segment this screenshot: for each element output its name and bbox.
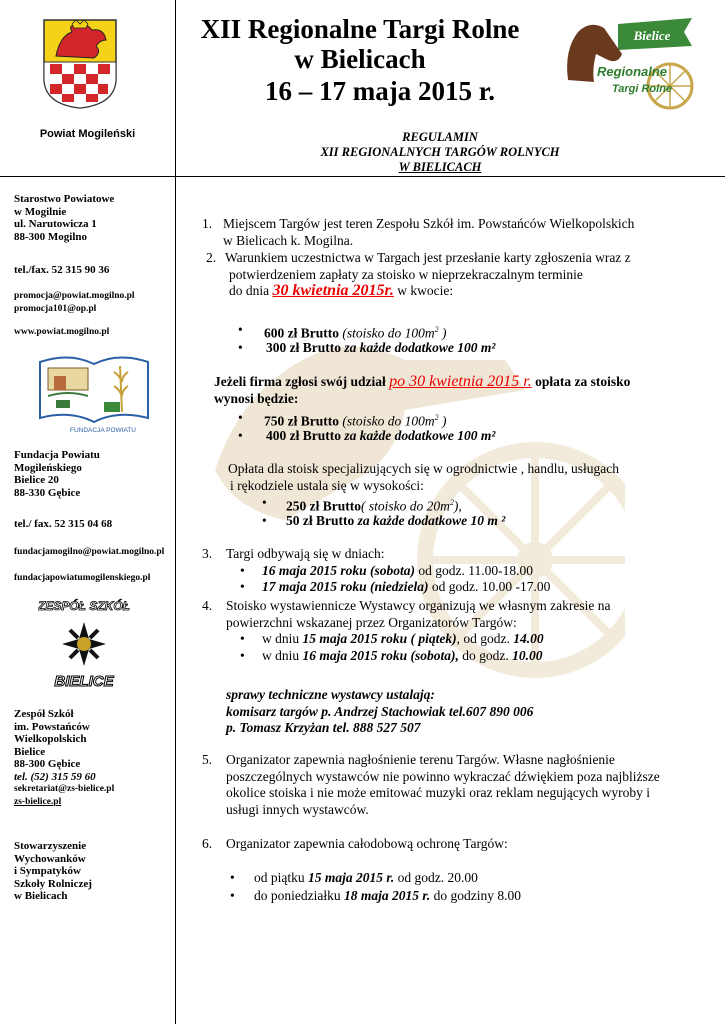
- fundacja-website-link[interactable]: fundacjapowiatumogilenskiego.pl: [14, 573, 151, 583]
- item-number: 5.: [202, 752, 213, 767]
- contacts-heading: sprawy techniczne wystawcy ustalają:: [226, 687, 435, 702]
- address-line: 88-300 Gębice: [14, 758, 81, 770]
- setup-mid: do godz.: [458, 647, 513, 663]
- paragraph-1: [200, 216, 634, 249]
- security-hours: od godz. 20.00: [394, 870, 478, 885]
- logo-text-mid: Regionalne: [596, 64, 668, 79]
- contact-line: komisarz targów p. Andrzej Stachowiak tel.607 890 006: [226, 703, 534, 719]
- paragraph-6: [200, 836, 508, 853]
- bullet-icon: •: [240, 579, 245, 594]
- security-item: [230, 888, 521, 905]
- bullet-icon: •: [238, 410, 243, 425]
- address-line: Wychowanków: [14, 852, 86, 865]
- school-logo-icon: [38, 596, 130, 692]
- starostwo-phone: tel./fax. 52 315 90 36: [14, 264, 110, 276]
- bullet-icon: •: [238, 322, 243, 337]
- coat-of-arms-icon: [42, 18, 118, 110]
- starostwo-address: [14, 193, 114, 243]
- fair-logo-icon: [560, 10, 700, 110]
- address-line: Bielice: [14, 745, 46, 758]
- item-number: 1.: [202, 216, 213, 231]
- email-link[interactable]: promocja@powiat.mogilno.pl: [14, 291, 135, 301]
- bullet-icon: •: [230, 870, 235, 885]
- school-email-link[interactable]: sekretariat@zs-bielice.pl: [14, 784, 115, 794]
- horizontal-divider: [0, 176, 725, 177]
- item-number: 2.: [206, 250, 217, 265]
- fee-desc: za każde dodatkowe 100 m²: [344, 428, 496, 443]
- security-list: [230, 870, 521, 905]
- paragraph-5: [200, 752, 660, 818]
- logo-text-bot: Targi Rolne: [611, 83, 673, 95]
- starostwo-website-link[interactable]: www.powiat.mogilno.pl: [14, 327, 110, 337]
- paragraph-text: usługi innych wystawców.: [226, 801, 369, 817]
- security-date: 18 maja 2015 r.: [343, 888, 431, 903]
- date-text: 17 maja 2015 roku (niedziela): [262, 579, 429, 594]
- superscript: 2: [434, 325, 439, 334]
- school-website-link[interactable]: zs-bielice.pl: [14, 796, 62, 807]
- email-link[interactable]: promocja101@op.pl: [14, 303, 97, 314]
- setup-date: 15 maja 2015 roku ( piątek): [302, 631, 457, 646]
- address-line: im. Powstańców: [14, 720, 90, 733]
- paragraph-text: powierzchni wskazanej przez Organizatorów Targów:: [226, 614, 517, 630]
- item-number: 6.: [202, 836, 213, 851]
- deadline-prefix: do dnia: [229, 283, 270, 298]
- fee-desc-end: ),: [453, 498, 462, 514]
- paragraph-text: okolice stoiska i nie może emitować muzyki oraz reklam negujących wyroby i: [226, 785, 650, 800]
- address-line: 88-300 Mogilno: [14, 230, 88, 243]
- setup-item: [200, 631, 610, 648]
- fee-item: [238, 410, 495, 428]
- title-line-2: w Bielicach: [294, 44, 426, 74]
- special-stands: [228, 461, 619, 494]
- fee-desc: (stoisko do 100m: [342, 413, 435, 429]
- late-line-2: wynosi będzie:: [214, 390, 299, 406]
- bullet-icon: •: [240, 647, 245, 663]
- fee-item: [238, 340, 495, 357]
- fundacja-logo-icon: [30, 352, 160, 438]
- fee-desc: za każde dodatkowe 100 m²: [344, 340, 496, 355]
- fee-desc: za każde dodatkowe 10 m ²: [357, 513, 506, 528]
- deadline-suffix: w kwocie:: [397, 283, 454, 298]
- security-item: [230, 870, 521, 888]
- paragraph-4: [200, 598, 610, 664]
- setup-time: 14.00: [513, 631, 544, 646]
- bullet-icon: •: [240, 562, 245, 578]
- fee-list-1: [238, 322, 495, 357]
- late-registration: [214, 374, 630, 407]
- regulation-subtitle: XII REGIONALNYCH TARGÓW ROLNYCH: [320, 145, 560, 159]
- address-line: Wielkopolskich: [14, 733, 87, 745]
- bullet-icon: •: [262, 495, 267, 510]
- address-line: Mogileńskiego: [14, 461, 82, 474]
- paragraph-text: Organizator zapewnia całodobową ochronę Targów:: [226, 836, 508, 851]
- paragraph-text: Stoisko wystawiennicze Wystawcy organizują we własnym zakresie na: [226, 598, 611, 613]
- item-number: 3.: [202, 546, 213, 561]
- fee-amount: 750 zł Brutto: [264, 413, 339, 429]
- paragraph-text: i rękodziele ustala się w wysokości:: [230, 477, 424, 493]
- fee-list-2: [238, 410, 495, 445]
- address-line: Szkoły Rolniczej: [14, 877, 92, 890]
- fee-desc-end: ): [438, 413, 447, 429]
- address-line: i Sympatyków: [14, 865, 81, 877]
- address-line: w Mogilnie: [14, 205, 67, 218]
- fundacja-address: [14, 449, 100, 499]
- late-line: [214, 374, 630, 391]
- bullet-icon: •: [240, 631, 245, 646]
- paragraph-text: Opłata dla stoisk specjalizujących się w ogrodnictwie , handlu, usługach: [228, 461, 620, 476]
- late-prefix: Jeżeli firma zgłosi swój udział: [214, 374, 386, 389]
- deadline-date: 30 kwietnia 2015r.: [272, 282, 394, 299]
- address-line: ul. Narutowicza 1: [14, 218, 97, 230]
- paragraph-text: w Bielicach k. Mogilna.: [223, 232, 354, 248]
- paragraph-text: Miejscem Targów jest teren Zespołu Szkół im. Powstańców Wielkopolskich: [223, 216, 635, 231]
- fee-list-3: [262, 495, 505, 530]
- item-number: 4.: [202, 598, 213, 613]
- fee-item: [262, 513, 505, 530]
- superscript: 2: [434, 413, 439, 422]
- paragraph-text: Targi odbywają się w dniach:: [226, 546, 385, 561]
- school-logo-bottom-text: BIELICE: [54, 673, 114, 690]
- fee-amount: 600 zł Brutto: [264, 325, 339, 341]
- fee-item: [262, 495, 505, 513]
- setup-mid: , od godz.: [456, 631, 514, 646]
- fee-item: [238, 428, 495, 445]
- fee-amount: 400 zł Brutto: [266, 428, 341, 443]
- logo-banner-text: Bielice: [633, 28, 671, 43]
- fundacja-email-link[interactable]: fundacjamogilno@powiat.mogilno.pl: [14, 547, 165, 557]
- paragraph-3: [200, 546, 550, 596]
- fee-amount: 50 zł Brutto: [286, 513, 355, 528]
- fee-amount: 250 zł Brutto: [286, 498, 361, 514]
- date-item: [200, 563, 550, 580]
- setup-prefix: w dniu: [262, 647, 303, 663]
- contact-line: p. Tomasz Krzyżan tel. 888 527 507: [226, 720, 421, 735]
- date-text: 16 maja 2015 roku (sobota): [262, 562, 416, 578]
- fundacja-logo-text: FUNDACJA POWIATU: [70, 427, 136, 434]
- title-line-1: XII Regionalne Targi Rolne: [200, 14, 520, 44]
- address-line: Fundacja Powiatu: [14, 449, 100, 461]
- date-hours: od godz. 11.00-18.00: [415, 562, 534, 578]
- setup-time: 10.00: [512, 647, 543, 663]
- security-hours: do godziny 8.00: [430, 888, 521, 903]
- vertical-divider: [175, 0, 176, 1024]
- bullet-icon: •: [238, 340, 243, 355]
- fee-desc: ( stoisko do 20m: [361, 498, 450, 514]
- address-line: 88-330 Gębice: [14, 486, 81, 499]
- security-date: 15 maja 2015 r.: [308, 870, 395, 885]
- bullet-icon: •: [238, 428, 243, 443]
- regulation-title: REGULAMIN: [402, 130, 478, 144]
- bullet-icon: •: [262, 513, 267, 528]
- title-line-3: 16 – 17 maja 2015 r.: [265, 76, 495, 106]
- setup-item: [200, 648, 610, 665]
- setup-prefix: w dniu: [262, 631, 303, 646]
- school-logo-top-text: ZESPÓŁ SZKÓŁ: [38, 599, 130, 613]
- security-prefix: od piątku: [254, 870, 308, 885]
- date-hours: od godz. 10.00 -17.00: [428, 579, 551, 594]
- school-phone: tel. (52) 315 59 60: [14, 770, 96, 783]
- fee-amount: 300 zł Brutto: [266, 340, 341, 355]
- address-line: Stowarzyszenie: [14, 840, 87, 852]
- security-prefix: do poniedziałku: [254, 888, 344, 903]
- paragraph-text: Warunkiem uczestnictwa w Targach jest przesłanie karty zgłoszenia wraz z: [225, 250, 631, 265]
- association-address: [14, 840, 92, 903]
- school-address: [14, 708, 114, 808]
- technical-contacts: [226, 687, 533, 737]
- page-title: [190, 14, 530, 108]
- address-line: Zespół Szkół: [14, 708, 74, 720]
- regulation-location: W BIELICACH: [398, 160, 482, 174]
- paragraph-text: potwierdzeniem zapłaty za stoisko w nieprzekraczalnym terminie: [229, 266, 583, 282]
- late-date: po 30 kwietnia 2015 r.: [389, 373, 532, 390]
- paragraph-2: [200, 250, 631, 300]
- address-line: Starostwo Powiatowe: [14, 193, 115, 205]
- address-line: Bielice 20: [14, 474, 59, 486]
- date-item: [200, 579, 550, 596]
- starostwo-emails: [14, 290, 135, 315]
- fundacja-phone: tel./ fax. 52 315 04 68: [14, 518, 113, 530]
- fee-item: [238, 322, 495, 340]
- county-name: Powiat Mogileński: [39, 128, 136, 140]
- address-line: w Bielicach: [14, 890, 68, 902]
- bullet-icon: •: [230, 888, 235, 903]
- setup-date: 16 maja 2015 roku (sobota),: [302, 647, 459, 663]
- paragraph-text: poszczególnych wystawców nie powinno wykraczać dźwiękiem poza najbliższe: [226, 768, 660, 784]
- late-suffix: opłata za stoisko: [535, 374, 631, 389]
- superscript: 2: [449, 498, 454, 507]
- regulation-heading: [290, 130, 590, 175]
- paragraph-text: Organizator zapewnia nagłośnienie terenu Targów. Własne nagłośnienie: [226, 752, 615, 767]
- deadline-line: [200, 283, 631, 300]
- fee-desc: (stoisko do 100m: [342, 325, 435, 341]
- fee-desc-end: ): [438, 325, 447, 341]
